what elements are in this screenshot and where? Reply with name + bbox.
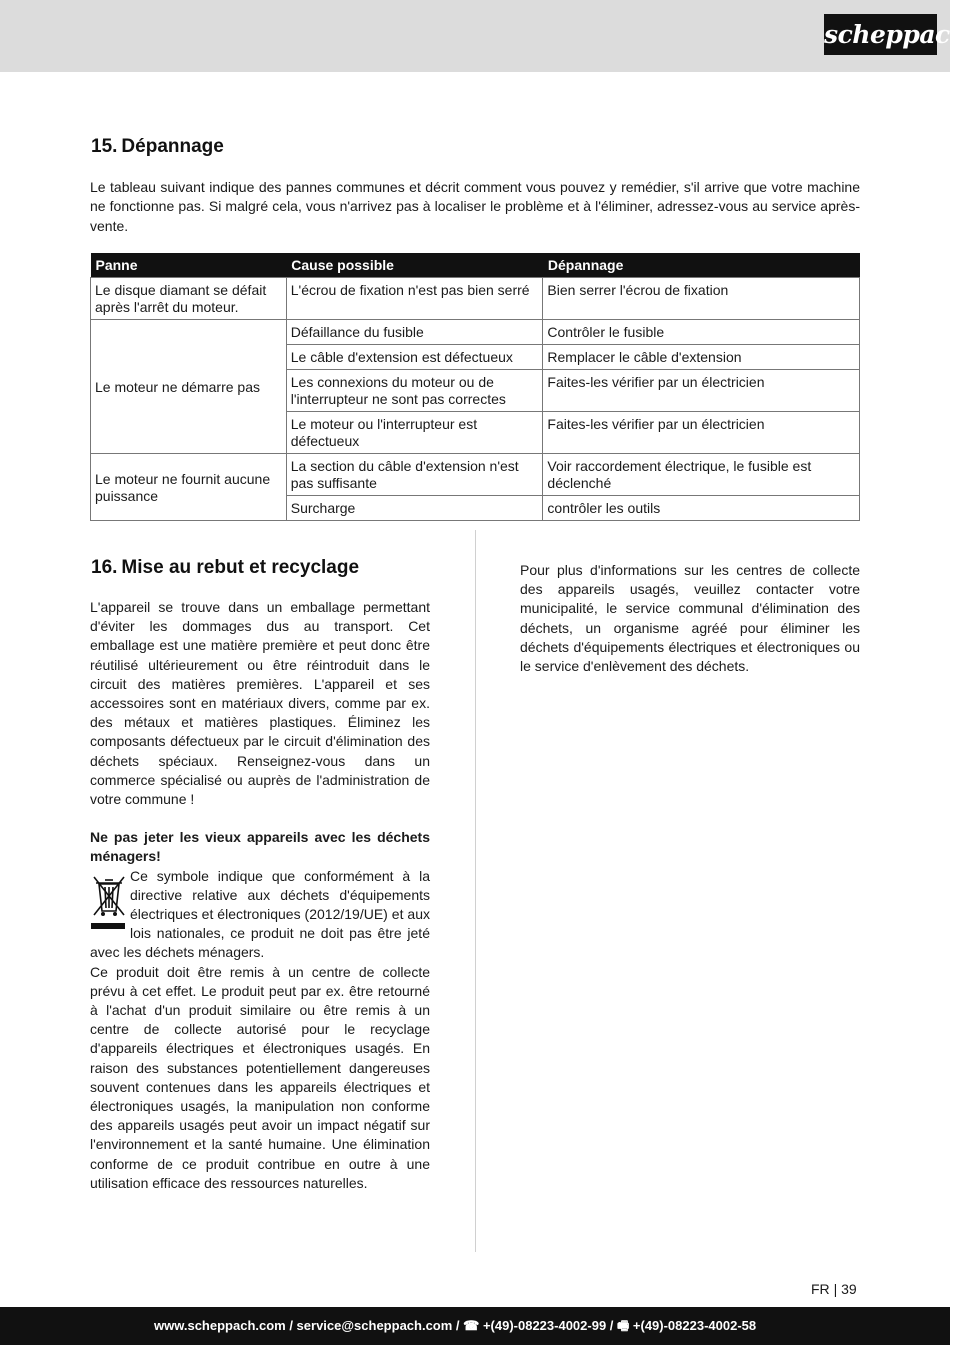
footer-bar (0, 1307, 950, 1345)
page-language: FR (811, 1281, 830, 1297)
cause-cell: Le moteur ou l'interrupteur est défectueux (286, 412, 543, 454)
info-paragraph: Pour plus d'informations sur les centres de collecte des appareils usagés, veuillez contacter votre municipalité, le service communal d'élimination des déchets, un organisme agréé pour éliminer les déchets d'équipements électriques et électroniques ou le service d'enlèvement des déchets. (520, 562, 860, 675)
packaging-paragraph: L'appareil se trouve dans un emballage permettant d'éviter les dommages dus au transport. Cet emballage est une matière première et peut donc être réutilisé ultérieurement ou être réintroduit dans le circuit des matières premières. L'appareil et ses accessoires sont en matériaux divers, comme par ex. des métaux et matières plastiques. Éliminez les composants défectueux par le circuit d'élimination des déchets spéciaux. Renseignez-vous dans un commerce spécialisé ou auprès de l'administration de votre commune ! (90, 599, 430, 808)
header-cause: Cause possible (286, 253, 543, 278)
crossed-bin-icon (90, 869, 126, 933)
section-16-left-column (90, 598, 430, 1193)
header-panne: Panne (91, 253, 287, 278)
cause-cell: Le câble d'extension est défectueux (286, 345, 543, 370)
cause-cell: L'écrou de fixation n'est pas bien serré (286, 278, 543, 320)
scheppach-logo: scheppach (824, 14, 937, 55)
table-row (91, 320, 860, 345)
cause-cell: Les connexions du moteur ou de l'interrupteur ne sont pas correctes (286, 370, 543, 412)
warning-title: Ne pas jeter les vieux appareils avec les déchets ménagers! (90, 829, 430, 865)
troubleshooting-table (90, 253, 860, 521)
remedy-cell: Remplacer le câble d'extension (543, 345, 860, 370)
header-depannage: Dépannage (543, 253, 860, 278)
header-band (0, 0, 950, 72)
remedy-cell: Voir raccordement électrique, le fusible est déclenché (543, 454, 860, 496)
cause-cell: La section du câble d'extension n'est pas suffisante (286, 454, 543, 496)
section-15-heading (91, 136, 224, 158)
table-row (91, 278, 860, 320)
column-divider (475, 530, 476, 1252)
collection-paragraph: Ce produit doit être remis à un centre de collecte prévu à cet effet. Le produit peut par ex. être retourné à l'achat d'un produit similaire ou être remis à un centre de collecte autorisé pour le recyclage d'appareils électriques et électroniques usagés. En raison des substances potentiellement dangereuses souvent contenues dans les appareils électriques et électroniques usagés, la manipulation non conforme des appareils usagés peut avoir un impact négatif sur l'environnement et la santé humaine. Une élimination conforme de ce produit contribue en outre à une utilisation efficace des ressources naturelles. (90, 963, 430, 1191)
panne-cell: Le moteur ne fournit aucune puissance (91, 454, 287, 521)
section-15-title: Dépannage (121, 136, 224, 157)
section-15-intro: Le tableau suivant indique des pannes communes et décrit comment vous pouvez y remédier, s'il arrive que votre machine ne fonctionne pas. Si malgré cela, vous n'arrivez pas à localiser le problème et à l'éliminer, adressez-vous au service après-vente. (90, 179, 860, 234)
page-separator: | (833, 1281, 838, 1297)
weee-block (90, 867, 430, 963)
section-16-number: 16. (91, 557, 118, 578)
remedy-cell: Faites-les vérifier par un électricien (543, 370, 860, 412)
remedy-cell: Faites-les vérifier par un électricien (543, 412, 860, 454)
section-15-number: 15. (91, 136, 118, 157)
footer-contact: www.scheppach.com / service@scheppach.com / ☎ +(49)-08223-4002-99 / 🖷 +(49)-08223-4002-58 (154, 1318, 757, 1333)
remedy-cell: Contrôler le fusible (543, 320, 860, 345)
panne-cell: Le moteur ne démarre pas (91, 320, 287, 454)
remedy-cell: Bien serrer l'écrou de fixation (543, 278, 860, 320)
table-header-row (91, 253, 860, 278)
remedy-cell: contrôler les outils (543, 496, 860, 521)
section-16-title: Mise au rebut et recyclage (121, 557, 360, 578)
section-16-heading (91, 557, 359, 579)
page-number-value: 39 (841, 1281, 857, 1297)
table-row (91, 454, 860, 496)
panne-cell: Le disque diamant se défait après l'arrêt du moteur. (91, 278, 287, 320)
weee-text: Ce symbole indique que conformément à la directive relative aux déchets d'équipements électriques et électroniques (2012/19/UE) et aux lois nationales, ce produit ne doit pas être jeté avec les déchets ménagers. (90, 867, 430, 961)
cause-cell: Surcharge (286, 496, 543, 521)
cause-cell: Défaillance du fusible (286, 320, 543, 345)
page-number (811, 1281, 857, 1297)
